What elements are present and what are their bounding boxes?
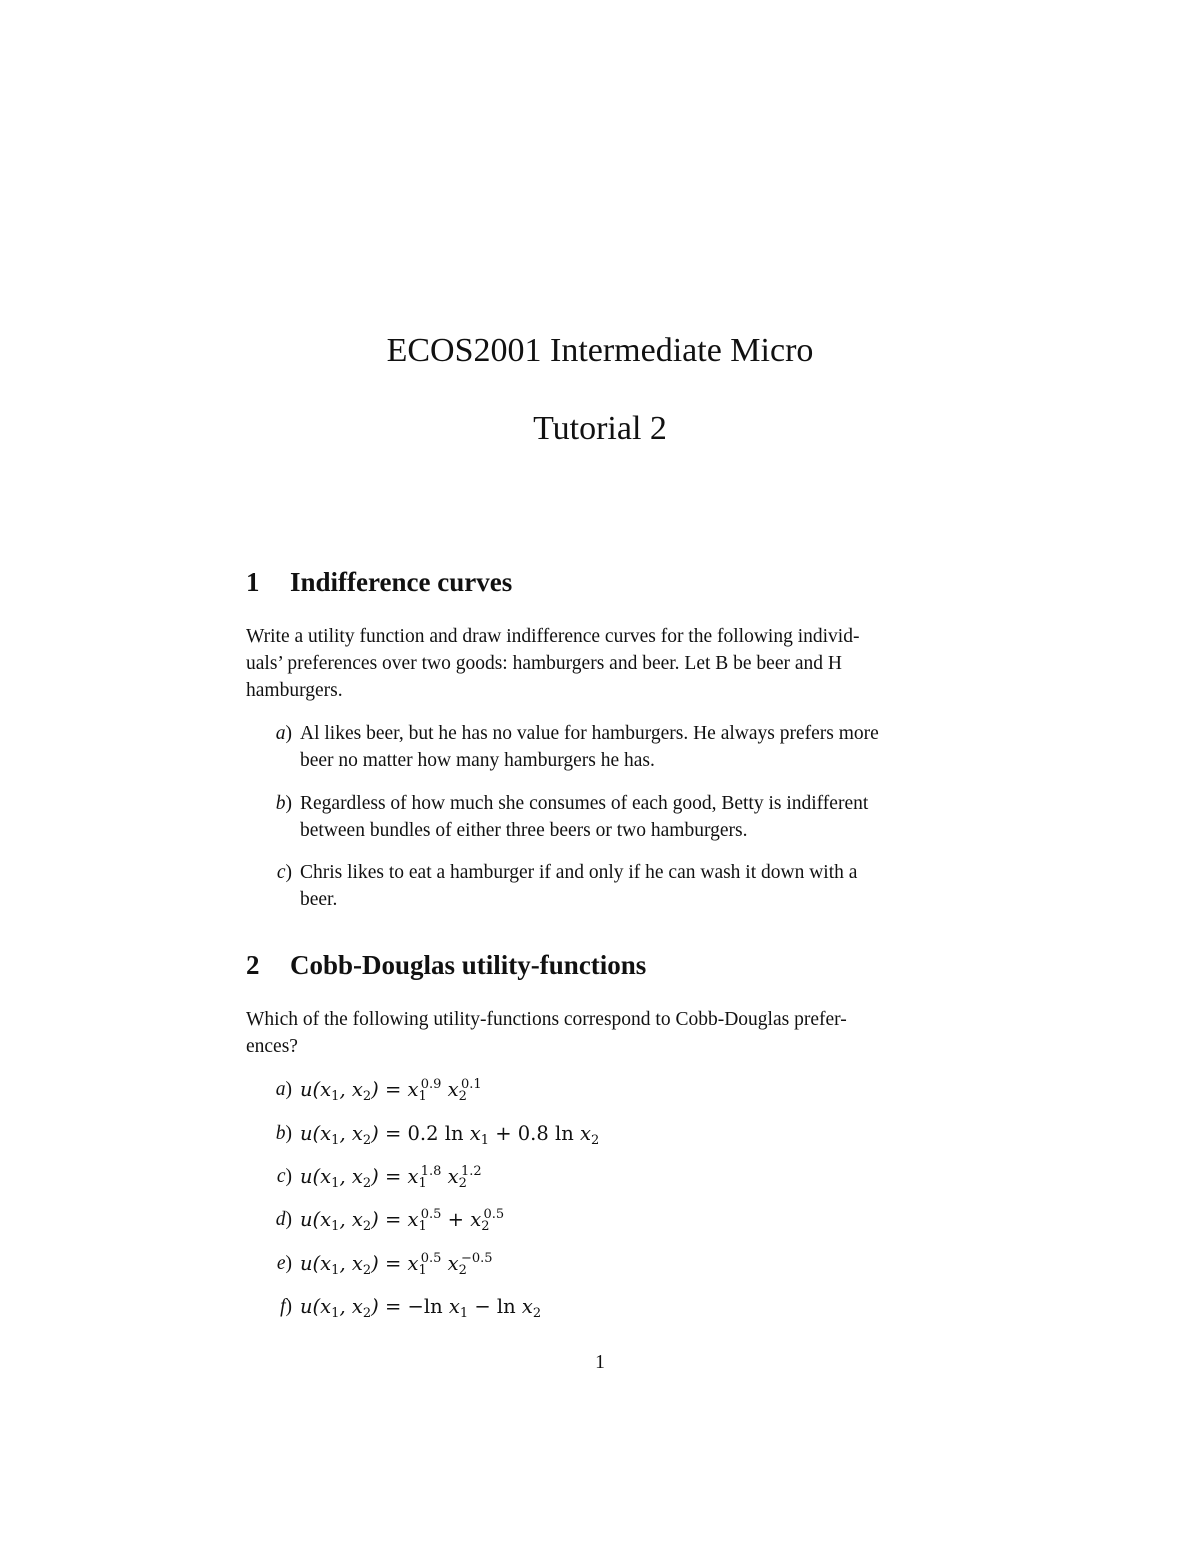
section-heading-cobb-douglas — [246, 950, 646, 981]
list-item — [246, 859, 950, 913]
list-item — [246, 720, 950, 774]
utility-formula: $u(x_1$, $x_2) = 0.2$ $\ln x_1 + 0.8$ $\ln x_2$ — [300, 1122, 600, 1148]
item-label: a) — [275, 1079, 292, 1100]
utility-formula: $u(x_1$, $x_2) = x_1^{0.9}$ $x_2^{0.1}$ — [300, 1077, 482, 1104]
list-item — [246, 1206, 950, 1233]
intro-line: ences? — [246, 1036, 298, 1057]
item-line: beer. — [300, 889, 338, 910]
section-title: Cobb-Douglas utility-functions — [290, 950, 647, 980]
intro-line: Which of the following utility-functions correspond to Cobb-Douglas prefer- — [246, 1009, 847, 1030]
item-line: Al likes beer, but he has no value for hamburgers. He always prefers more — [300, 723, 879, 744]
utility-formula: $u(x_1$, $x_2) = -\ln$ $x_1 - \ln x_2$ — [300, 1295, 542, 1321]
list-item — [246, 1250, 950, 1277]
section-2-intro — [246, 1006, 950, 1060]
item-line: between bundles of either three beers or two hamburgers. — [300, 820, 748, 841]
section-number: 2 — [246, 950, 260, 980]
item-line: beer no matter how many hamburgers he has. — [300, 750, 655, 771]
item-label: b) — [275, 793, 292, 814]
item-label: c) — [276, 1166, 292, 1187]
page-number: 1 — [595, 1352, 605, 1373]
item-label: e) — [276, 1253, 292, 1274]
section-heading-indifference-curves — [246, 567, 512, 598]
intro-line: uals’ preferences over two goods: hamburgers and beer. Let B be beer and H — [246, 653, 842, 674]
document-subtitle: Tutorial 2 — [533, 410, 667, 447]
utility-formula: $u(x_1$, $x_2) = x_1^{0.5} + x_2^{0.5}$ — [300, 1207, 505, 1234]
document-title: ECOS2001 Intermediate Micro — [386, 332, 814, 369]
item-label: d) — [275, 1209, 292, 1230]
item-line: Chris likes to eat a hamburger if and only if he can wash it down with a — [300, 862, 858, 883]
section-title: Indifference curves — [290, 567, 513, 597]
list-item — [246, 1120, 950, 1147]
list-item — [246, 1163, 950, 1190]
intro-line: hamburgers. — [246, 680, 343, 701]
item-label: a) — [275, 723, 292, 744]
list-item — [246, 1076, 950, 1103]
section-number: 1 — [246, 567, 260, 597]
section-1-intro — [246, 623, 950, 704]
list-item — [246, 790, 950, 844]
list-item — [246, 1293, 950, 1320]
item-label: f) — [280, 1296, 292, 1317]
item-line: Regardless of how much she consumes of each good, Betty is indifferent — [300, 793, 869, 814]
item-label: b) — [275, 1123, 292, 1144]
utility-formula: $u(x_1$, $x_2) = x_1^{1.8}$ $x_2^{1.2}$ — [300, 1164, 482, 1191]
item-label: c) — [276, 862, 292, 883]
intro-line: Write a utility function and draw indifference curves for the following individ- — [246, 626, 860, 647]
utility-formula: $u(x_1$, $x_2) = x_1^{0.5}$ $x_2^{-0.5}$ — [300, 1251, 493, 1278]
